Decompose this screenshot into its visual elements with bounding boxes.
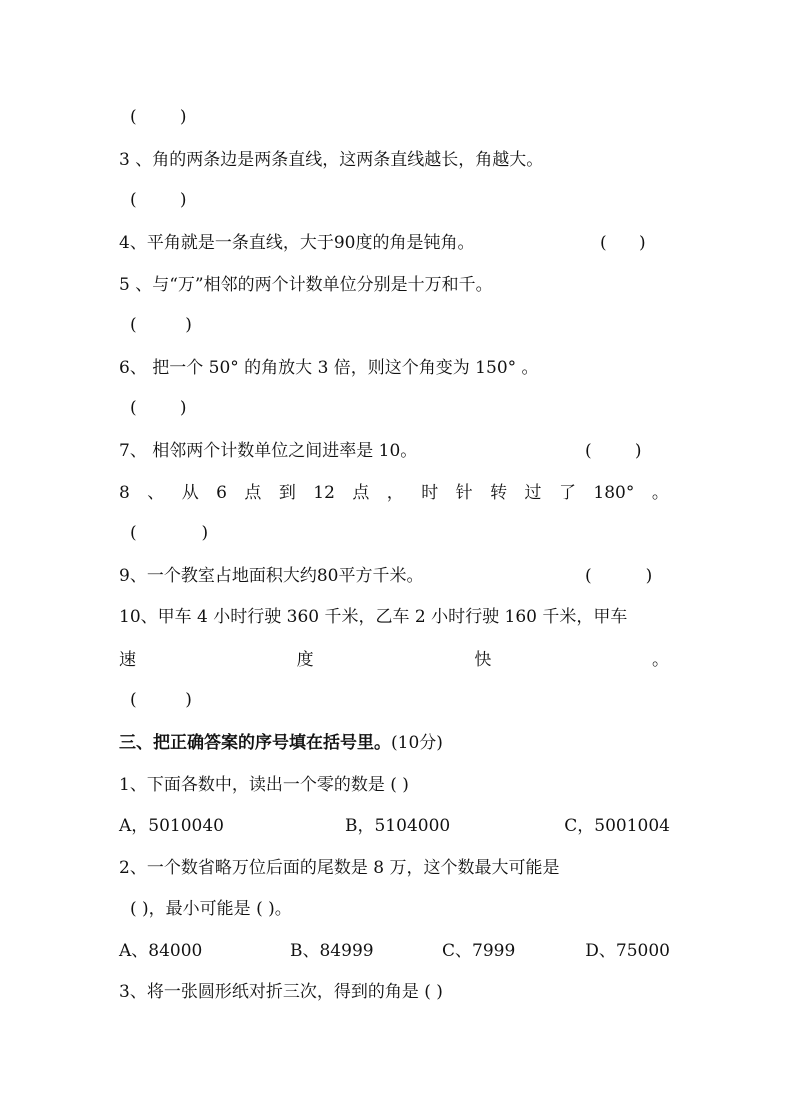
s3-question-2-blanks: ( )，最小可能是 ( )。 (130, 899, 292, 919)
q8-word: 点 (244, 483, 262, 503)
section-3-score: (10分) (391, 733, 443, 753)
q8-word: 转 (490, 483, 508, 503)
question-7: 7、 相邻两个计数单位之间进率是 10。 (119, 441, 418, 461)
answer-blank-7: ( ) (585, 441, 642, 461)
answer-blank-5: ( ) (130, 315, 192, 335)
q8-word: 8 (119, 483, 130, 503)
answer-blank-10: ( ) (130, 690, 192, 710)
q8-word: 时 (421, 483, 439, 503)
answer-blank-9: ( ) (585, 566, 653, 586)
answer-blank-4: ( ) (600, 233, 646, 253)
s3-question-1: 1、下面各数中，读出一个零的数是 ( ) (119, 775, 409, 795)
q8-word: 180° (593, 483, 635, 503)
q8-word: 过 (524, 483, 542, 503)
question-6: 6、 把一个 50° 的角放大 3 倍，则这个角变为 150° 。 (119, 358, 539, 378)
q10-word: 度 (296, 650, 314, 670)
section-3-title: 三、把正确答案的序号填在括号里。 (119, 733, 391, 753)
s3-q2-option-d: D、75000 (585, 941, 670, 961)
question-10-continued (119, 649, 669, 671)
question-8 (119, 482, 669, 504)
q10-word: 快 (474, 650, 492, 670)
q10-word: 。 (651, 650, 669, 670)
s3-question-3: 3、将一张圆形纸对折三次，得到的角是 ( ) (119, 982, 443, 1002)
question-3: 3 、角的两条边是两条直线，这两条直线越长，角越大。 (119, 150, 544, 170)
q8-word: 到 (278, 483, 296, 503)
answer-blank-3: ( ) (130, 190, 187, 210)
question-10: 10、甲车 4 小时行驶 360 千米，乙车 2 小时行驶 160 千米，甲车 (119, 607, 628, 627)
q8-word: 点 (352, 483, 370, 503)
s3-q1-option-a: A，5010040 (119, 816, 224, 836)
question-5: 5 、与“万”相邻的两个计数单位分别是十万和千。 (119, 275, 493, 295)
q8-word: 。 (651, 483, 669, 503)
q8-word: 针 (455, 483, 473, 503)
s3-question-2: 2、一个数省略万位后面的尾数是 8 万，这个数最大可能是 (119, 858, 560, 878)
s3-q1-option-b: B，5104000 (345, 816, 451, 836)
q10-word: 速 (119, 650, 136, 670)
question-9: 9、一个教室占地面积大约80平方千米。 (119, 566, 424, 586)
q8-word: 6 (216, 483, 227, 503)
answer-blank-6: ( ) (130, 398, 187, 418)
s3-q2-option-b: B、84999 (290, 941, 374, 961)
question-4: 4、平角就是一条直线，大于90度的角是钝角。 (119, 233, 475, 253)
s3-q1-option-c: C，5001004 (564, 816, 670, 836)
q8-word: 12 (313, 483, 335, 503)
s3-q2-option-a: A、84000 (119, 941, 203, 961)
q8-word: ， (386, 483, 404, 503)
answer-blank-2: ( ) (130, 107, 187, 127)
section-3-heading (119, 732, 443, 754)
q8-word: 从 (181, 483, 199, 503)
q8-word: 了 (558, 483, 576, 503)
q8-word: 、 (147, 483, 165, 503)
s3-q2-option-c: C、7999 (442, 941, 516, 961)
answer-blank-8: ( ) (130, 523, 209, 543)
